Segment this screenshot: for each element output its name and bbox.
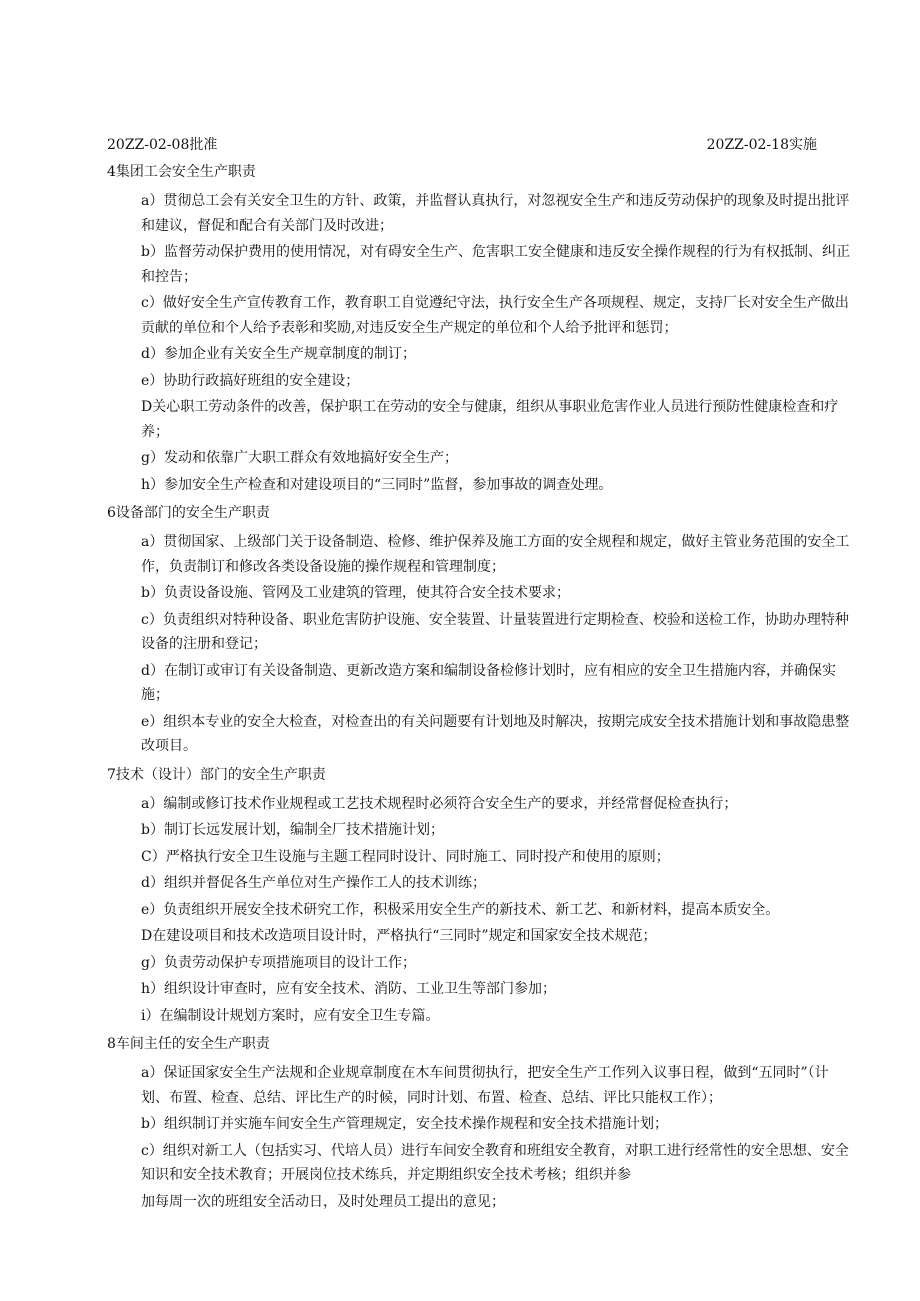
list-item: g）发动和依靠广大职工群众有效地搞好安全生产； (141, 450, 458, 466)
approval-date: 20ZZ-02-08批准 (107, 137, 218, 153)
section-heading: 4集团工会安全生产职责 (107, 164, 256, 180)
list-item: d）参加企业有关安全生产规章制度的制订； (141, 346, 416, 362)
list-item: g）负责劳动保护专项措施项目的设计工作； (141, 954, 416, 971)
section-workshop-director-duties (107, 1032, 855, 1214)
list-item: i）在编制设计规划方案时，应有安全卫生专篇。 (141, 1007, 440, 1024)
list-item: a）编制或修订技术作业规程或工艺技术规程时必须符合安全生产的要求，并经常督促检查执行； (141, 795, 738, 812)
list-item: D关心职工劳动条件的改善，保护职工在劳动的安全与健康，组织从事职业危害作业人员进行预防性健康检查和疗养； (141, 399, 839, 440)
effective-date: 20ZZ-02-18实施 (706, 137, 817, 153)
list-item: b）监督劳动保护费用的使用情况，对有碍安全生产、危害职工安全健康和违反安全操作规程的行为有权抵制、纠正和控告； (141, 244, 850, 285)
document-header (107, 134, 817, 156)
list-item: a）保证国家安全生产法规和企业规章制度在木车间贯彻执行，把安全生产工作列入议事日程，做到“五同时”（计划、布置、检查、总结、评比生产的时候，同时计划、布置、检查、总结、评比只能权工作）； (141, 1065, 829, 1106)
section-union-duties (107, 160, 855, 497)
list-item: d）在制订或审订有关设备制造、更新改造方案和编制设备检修计划时，应有相应的安全卫生措施内容，并确保实施； (141, 662, 836, 703)
list-item: a）贯彻总工会有关安全卫生的方针、政策，并监督认真执行，对忽视安全生产和违反劳动保护的现象及时提出批评和建议，督促和配合有关部门及时改进； (141, 193, 850, 234)
list-item: h）组织设计审查时，应有安全技术、消防、工业卫生等部门参加； (141, 981, 557, 997)
section-equipment-duties (107, 501, 855, 759)
list-item: b）制订长远发展计划，编制全厂技术措施计划； (141, 822, 444, 838)
list-item: 加每周一次的班组安全活动日，及时处理员工提出的意见； (141, 1193, 505, 1210)
list-item: d）组织并督促各生产单位对生产操作工人的技术训练； (141, 875, 486, 891)
list-item: c）组织对新工人（包括实习、代培人员）进行车间安全教育和班组安全教育，对职工进行经常性的安全思想、安全知识和安全技术教育；开展岗位技术练兵，并定期组织安全技术考核；组织并参 (141, 1142, 849, 1183)
list-item: D在建设项目和技术改造项目设计时，严格执行“三同时”规定和国家安全技术规范； (141, 928, 657, 944)
list-item: e）协助行政搞好班组的安全建设； (141, 372, 360, 389)
section-technical-duties (107, 763, 855, 1029)
section-heading: 7技术（设计）部门的安全生产职责 (107, 766, 326, 783)
list-item: c）做好安全生产宣传教育工作，教育职工自觉遵纪守法，执行安全生产各项规程、规定，支持厂长对安全生产做出贡献的单位和个人给予表彰和奖励,对违反安全生产规定的单位和个人给予批评和惩罚； (141, 295, 849, 336)
list-item: b）负责设备设施、管网及工业建筑的管理，使其符合安全技术要求； (141, 585, 570, 601)
list-item: a）贯彻国家、上级部门关于设备制造、检修、维护保养及施工方面的安全规程和规定，做好主管业务范围的安全工作，负责制订和修改各类设备设施的操作规程和管理制度； (141, 534, 850, 575)
list-item: b）组织制订并实施车间安全生产管理规定，安全技术操作规程和安全技术措施计划； (141, 1116, 668, 1132)
list-item: h）参加安全生产检查和对建设项目的“三同时”监督，参加事故的调查处理。 (141, 476, 613, 493)
list-item: c）负责组织对特种设备、职业危害防护设施、安全装置、计量装置进行定期检查、校验和送检工作，协助办理特种设备的注册和登记； (141, 611, 849, 652)
list-item: C）严格执行安全卫生设施与主题工程同时设计、同时施工、同时投产和使用的原则； (141, 848, 670, 865)
list-item: e）负责组织开展安全技术研究工作，积极采用安全生产的新技术、新工艺、和新材料，提高本质安全。 (141, 901, 780, 918)
list-item: e）组织本专业的安全大检查，对检查出的有关问题要有计划地及时解决，按期完成安全技术措施计划和事故隐患整改项目。 (141, 713, 850, 754)
section-heading: 6设备部门的安全生产职责 (107, 505, 270, 521)
document-body (107, 160, 855, 1216)
section-heading: 8车间主任的安全生产职责 (107, 1036, 270, 1052)
